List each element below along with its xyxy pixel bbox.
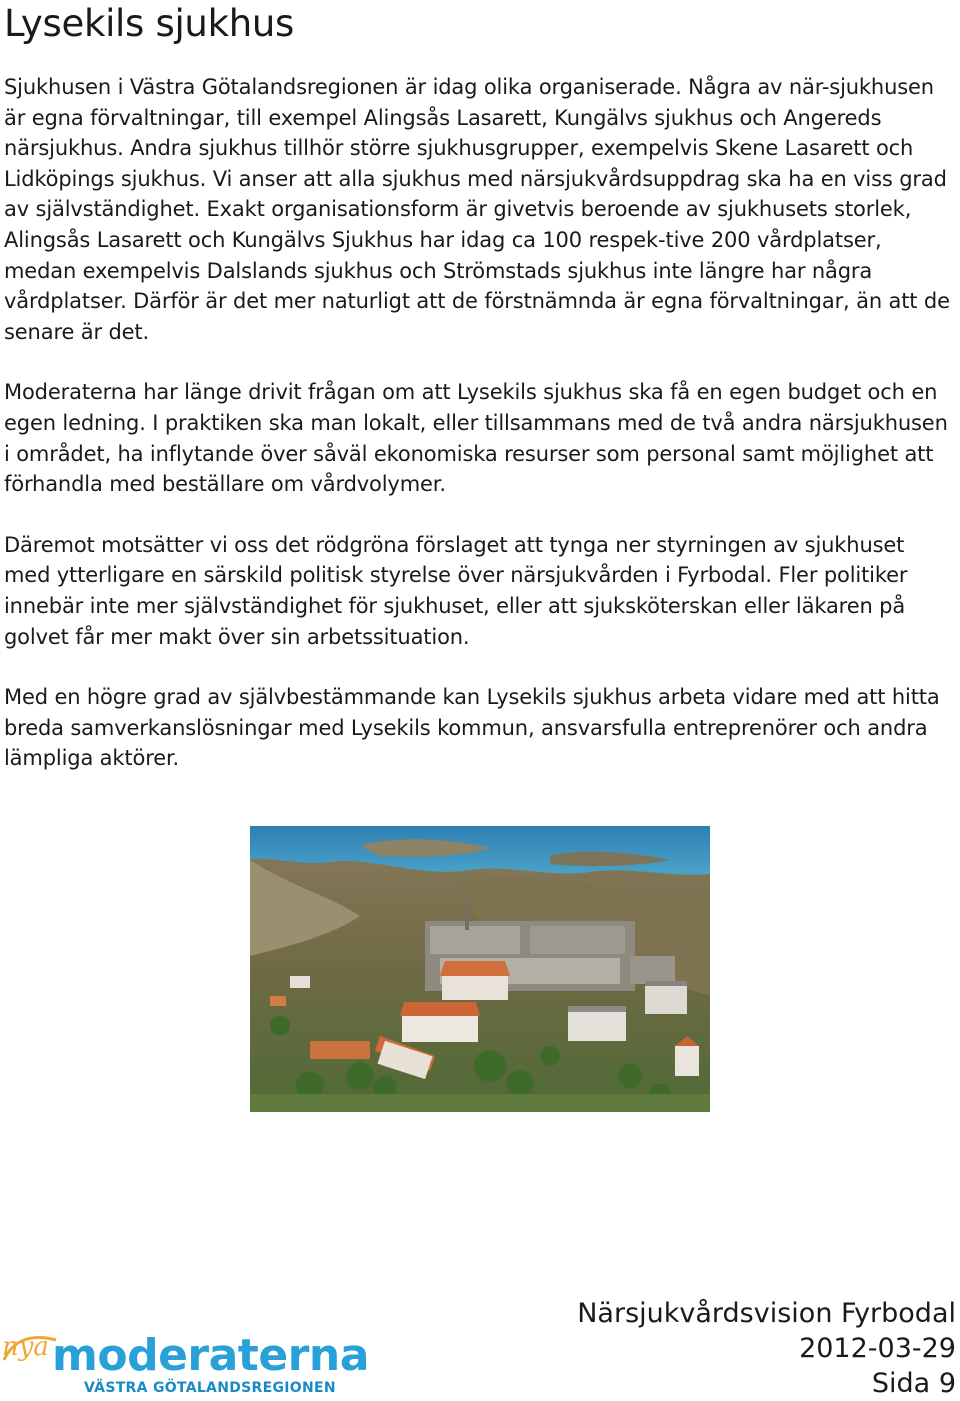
paragraph: Moderaterna har länge drivit frågan om att Lysekils sjukhus ska få en egen budget och en egen ledning. I praktiken ska man lokalt, eller tillsammans med de två andra närsjukhusen i området, ha inflytande över såväl ekonomiska resurser som personal samt möjlighet att förhandla med beställare om vårdvolymer. <box>4 380 948 497</box>
page-footer <box>577 1296 956 1401</box>
page-title: Lysekils sjukhus <box>4 2 294 45</box>
footer-page-number: Sida 9 <box>871 1368 956 1399</box>
paragraph: Sjukhusen i Västra Götalandsregionen är idag olika organiserade. Några av när-sjukhusen är egna förvaltningar, till exempel Alingsås Lasarett, Kungälvs sjukhus och Angereds närsjukhus. Andra sjukhus tillhör större sjukhusgrupper, exempelvis Skene Lasarett och Lidköpings sjukhus. Vi anser att alla sjukhus med närsjukvårdsuppdrag ska ha en viss grad av självständighet. Exakt organisationsform är givetvis beroende av sjukhusets storlek, Alingsås Lasarett och Kungälvs Sjukhus har idag ca 100 respek-tive 200 vårdplatser, medan exempelvis Dalslands sjukhus och Strömstads sjukhus inte längre har några vårdplatser. Därför är det mer naturligt att de förstnämnda är egna förvaltningar, än att de senare är det. <box>4 75 950 344</box>
paragraph: Däremot motsätter vi oss det rödgröna förslaget att tynga ner styrningen av sjukhuset med ytterligare en särskild politisk styrelse över närsjukvården i Fyrbodal. Fler politiker innebär inte mer självständighet för sjukhuset, eller att sjuksköterskan eller läkaren på golvet får mer makt över sin arbetssituation. <box>4 532 908 649</box>
footer-date: 2012-03-29 <box>799 1333 956 1364</box>
footer-document-title: Närsjukvårdsvision Fyrbodal <box>577 1298 956 1329</box>
body-text <box>4 72 956 804</box>
logo-name: moderaterna <box>52 1330 369 1381</box>
paragraph: Med en högre grad av självbestämmande kan Lysekils sjukhus arbeta vidare med att hitta breda samverkanslösningar med Lysekils kommun, ansvarsfulla entreprenörer och andra lämpliga aktörer. <box>4 685 940 771</box>
moderaterna-logo <box>0 1330 369 1398</box>
hospital-aerial-photo <box>250 826 710 1112</box>
logo-prefix: nya <box>2 1332 49 1362</box>
logo-region: VÄSTRA GÖTALANDSREGIONEN <box>84 1380 336 1396</box>
